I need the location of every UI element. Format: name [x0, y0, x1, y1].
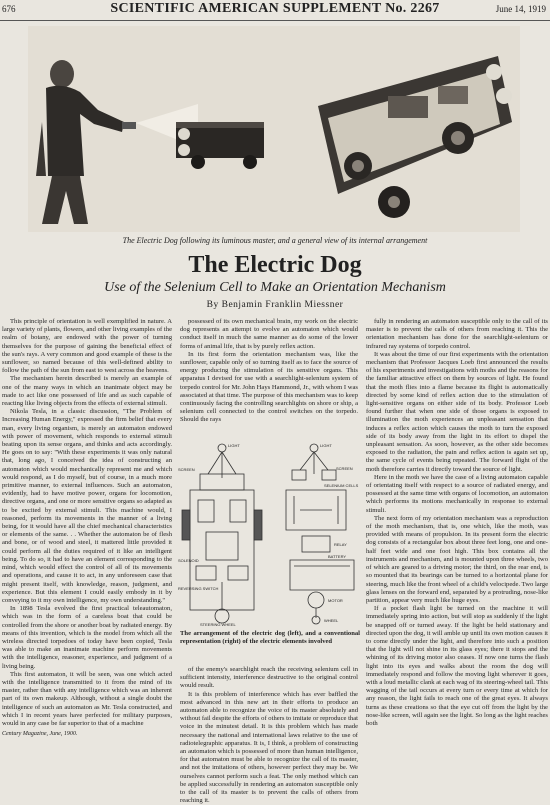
schematic-label: BATTERY	[328, 554, 347, 559]
figure-caption	[180, 630, 360, 646]
paragraph: This first automaton, it will be seen, was one which acted with the intelligence transmitted to it from the mind of its master, rather than with any intelligence which was an inherent part of its own makeup. Although, without a single doubt the intelligence of such an automaton as Mr. Tesla constructed, and which I in recent years have perfected for military purposes, would in any case be far superior to that of a machine	[2, 670, 172, 727]
diagram-label: SCREEN	[178, 467, 195, 472]
column-3	[366, 318, 548, 800]
column-2-bottom	[180, 666, 358, 805]
running-header	[0, 0, 550, 21]
article-byline: By Benjamin Franklin Miessner	[206, 300, 344, 310]
issue-date: June 14, 1919	[495, 4, 546, 14]
electric-dog-photograph	[28, 26, 520, 232]
paragraph: fully in rendering an automaton susceptible only to the call of its master is to prevent the calls of others from reaching it. This the orientation mechanism has done for the searchlight-selenium or infrared ray systems of torpedo control.	[366, 318, 548, 350]
column-1	[2, 318, 172, 800]
schematic-label: RELAY	[334, 542, 347, 547]
paragraph: The mechanism herein described is merely an example of one of the many ways in which an inanimate object may be made to act like one possessed of life and as such capable of reacting like living objects from the effects of external stimuli.	[2, 375, 172, 408]
footnote: Century Magazine, June, 1900.	[2, 731, 78, 738]
paragraph: of the enemy's searchlight reach the receiving selenium cell in sufficient intensity, interference destructive to the original control would result.	[180, 666, 358, 690]
figure-caption-text: The arrangement of the electric dog (left), and a conventional representation (right) of the electric elements involved	[180, 630, 360, 645]
paragraph: In its first form the orientation mechanism was, like the sunflower, capable only of so turning itself as to face the source of energy producing the stimulation of its sensitive organs. This apparatus I devised for use with a searchlight-selenium system of torpedo control for Mr. John Hays Hammond, Jr., with whom I was associated at that time. The purpose of this mechanism was to keep continuously facing the controlling searchlights on shore or ship, a selenium cell connected to the control switches on the torpedo. Should the rays	[180, 350, 358, 424]
photo-caption: The Electric Dog following its luminous master, and a general view of its internal arrangement	[122, 236, 428, 245]
diagram-label: SOLENOID	[178, 558, 199, 563]
column-2-top	[180, 318, 358, 436]
schematic-label: SELENIUM CELLS	[324, 483, 359, 488]
journal-title: SCIENTIFIC AMERICAN SUPPLEMENT No. 2267	[110, 1, 440, 16]
paragraph: possessed of its own mechanical brain, my work on the electric dog represents an attempt to evolve an automaton which would conduct itself in much the same manner as do some of the lower forms of animal life, that is by purely reflex action.	[180, 318, 358, 350]
article-title: The Electric Dog	[188, 252, 362, 278]
paragraph: This principle of orientation is well exemplified in nature. A large variety of plants, flowers, and other living examples of the realm of botany, are endowed with the power of turning themselves for the purpose of gaining the beneficial effect of the sun's rays. A very common and good example of these is the sunflower, so named because of this well-defined ability to follow the path of the sun from east to west across the heavens.	[2, 318, 172, 375]
schematic-label: SCREEN	[336, 466, 353, 471]
paragraph: It is this problem of interference which has ever baffled the most advanced in this new art in their efforts to produce an automaton able to recognize the voice of its master absolutely and without fail despite the efforts of others to imitate or reproduce that voice in the minutest detail. It is this problem which has made necessary the national and international laws relative to the use of radiotelegraphic apparatus. It is, I think, a problem of constructing an automaton which is possessed of more than human intelligence, for that automaton must be able to recognize the call of its master, and not the imitations of others, however perfect they may be. We ourselves cannot perform such a feat. The only method which can be applied successfully in rendering an automaton susceptible only to the call of its master is to prevent the calls of others from reaching it.	[180, 690, 358, 805]
schematic-label: LIGHT	[320, 443, 332, 448]
electric-dog-diagram	[176, 440, 366, 626]
paragraph: In 1898 Tesla evolved the first practical teleautomaton, which was in the form of a careless boat that could be controlled from the shore or another boat by radiated energy. By means of this invention, which is the model from which all the wireless directed torpedoes of today have been copied, Tesla was able to make an inanimate machine perform movements with the intelligence, reasoner, experience, and judgment of a living being.	[2, 605, 172, 670]
schematic-label: WHEEL	[324, 618, 339, 623]
page-number: 676	[2, 4, 16, 14]
paragraph: Nikola Tesla, in a classic discussion, "The Problem of Increasing Human Energy," expressed the firm belief that every man, every living organism, is merely an automaton endowed with power of movement, which responds to external stimuli beating upon its sense organs, and thinks and acts accordingly. He goes on to say: "With these experiments it was only natural that, long ago, I conceived the idea of constructing an automaton which would mechanically represent me and which would respond, as I do myself, but of course, in a much more primitive manner, to external influences. Such an automaton, evidently, had to have motive power, organs for locomotion, directive organs, and one or more sensitive organs so adapted as to be excited by external stimuli. This machine would, I reasoned, perform its movements in the manner of a living being, for it would have all the chief mechanical characteristics or elements of the same. . . Whether the automaton be of flesh and bone, or of wood and steel, it mattered little provided it could perform all the duties required of it like an intelligent being. To do so, it had to have an element corresponding to the mind, which would effect the control of all of its movements and operations, and cause it to act, in any unforeseen case that might present itself, with knowledge, reason, judgment, and experience. But this element I could easily embody in it by conveying to it my own intelligence, my own understanding."	[2, 408, 172, 604]
paragraph: The next form of my orientation mechanism was a reproduction of the moth mechanism, that is, one which, like the moth, was provided with means of propulsion. In its present form the electric dog consists of a rectangular box about three feet long, one and one-half feet wide and one foot high. This box contains all the instruments and mechanism, and is mounted upon three wheels, two of which are geared to a driving motor; the third, on the rear end, is so mounted that its bearings can be turned to a horizontal plane for steering, much like the front wheel of a child's velocipede. Two large glass lenses on the forward end, separated by a protruding, nose-like partition, appear very much like huge eyes.	[366, 514, 548, 604]
paragraph: It was about the time of our first experiments with the orientation mechanism that Professor Jacques Loeb first announced the results of his experiments and investigations with moths and the reasons for the familiar attractive effect on them by sources of light. He found that the moth flies into a flame because its flight is automatically directed by some kind of reflex action due to the stimulation of light-sensitive organs on either side of its body. Professor Loeb found further that when one side of those organs is exposed to illumination the moth experiences an unpleasant sensation that induces a reflex action which causes the moth to turn the exposed side of its body away from the light in its effort to dispel the unpleasant sensation. As soon, however, as the other side becomes exposed to the radiation, the pain and reflex action is again set up, the same cycle of events being repeated. The forward flight of the moth therefore carries it directly toward the source of light.	[366, 350, 548, 473]
diagram-label: STEERING WHEEL	[200, 622, 236, 627]
paragraph: Here in the moth we have the case of a living automaton capable of orientating itself with respect to a source of radiated energy, and possessed at the same time with organs of locomotion, an automaton which performs its motions mechanically in response to external stimuli.	[366, 473, 548, 514]
paragraph: If a pocket flash light be turned on the machine it will immediately spring into action, but will stop as suddenly if the light be snapped off or turned away. If the light be held stationary and directed upon the dog, it will amble up until its own motion causes it to come directly under the light, and therefore into such a position that the light will not shine in its glass eyes; there it stops and the whining of its driving motor also ceases. If now one turns the flash light into its eyes and walks about the room the dog will immediately respond and follow the moving light wherever it goes, with a loud metallic clank at each wag of its steering-wheel tail. This wagging of the tail occurs at every turn or every time at which for any reason, the light fails to reach one of the great eyes. It always turns as these creations so that the eye cut off from the light by the nose-like screen, will again see the light. So long as the light reaches both	[366, 605, 548, 727]
diagram-label: LIGHT	[228, 443, 240, 448]
diagram-label: REVERSING SWITCH	[178, 586, 219, 591]
schematic-label: MOTOR	[328, 598, 343, 603]
article-subtitle: Use of the Selenium Cell to Make an Orientation Mechanism	[104, 280, 446, 295]
